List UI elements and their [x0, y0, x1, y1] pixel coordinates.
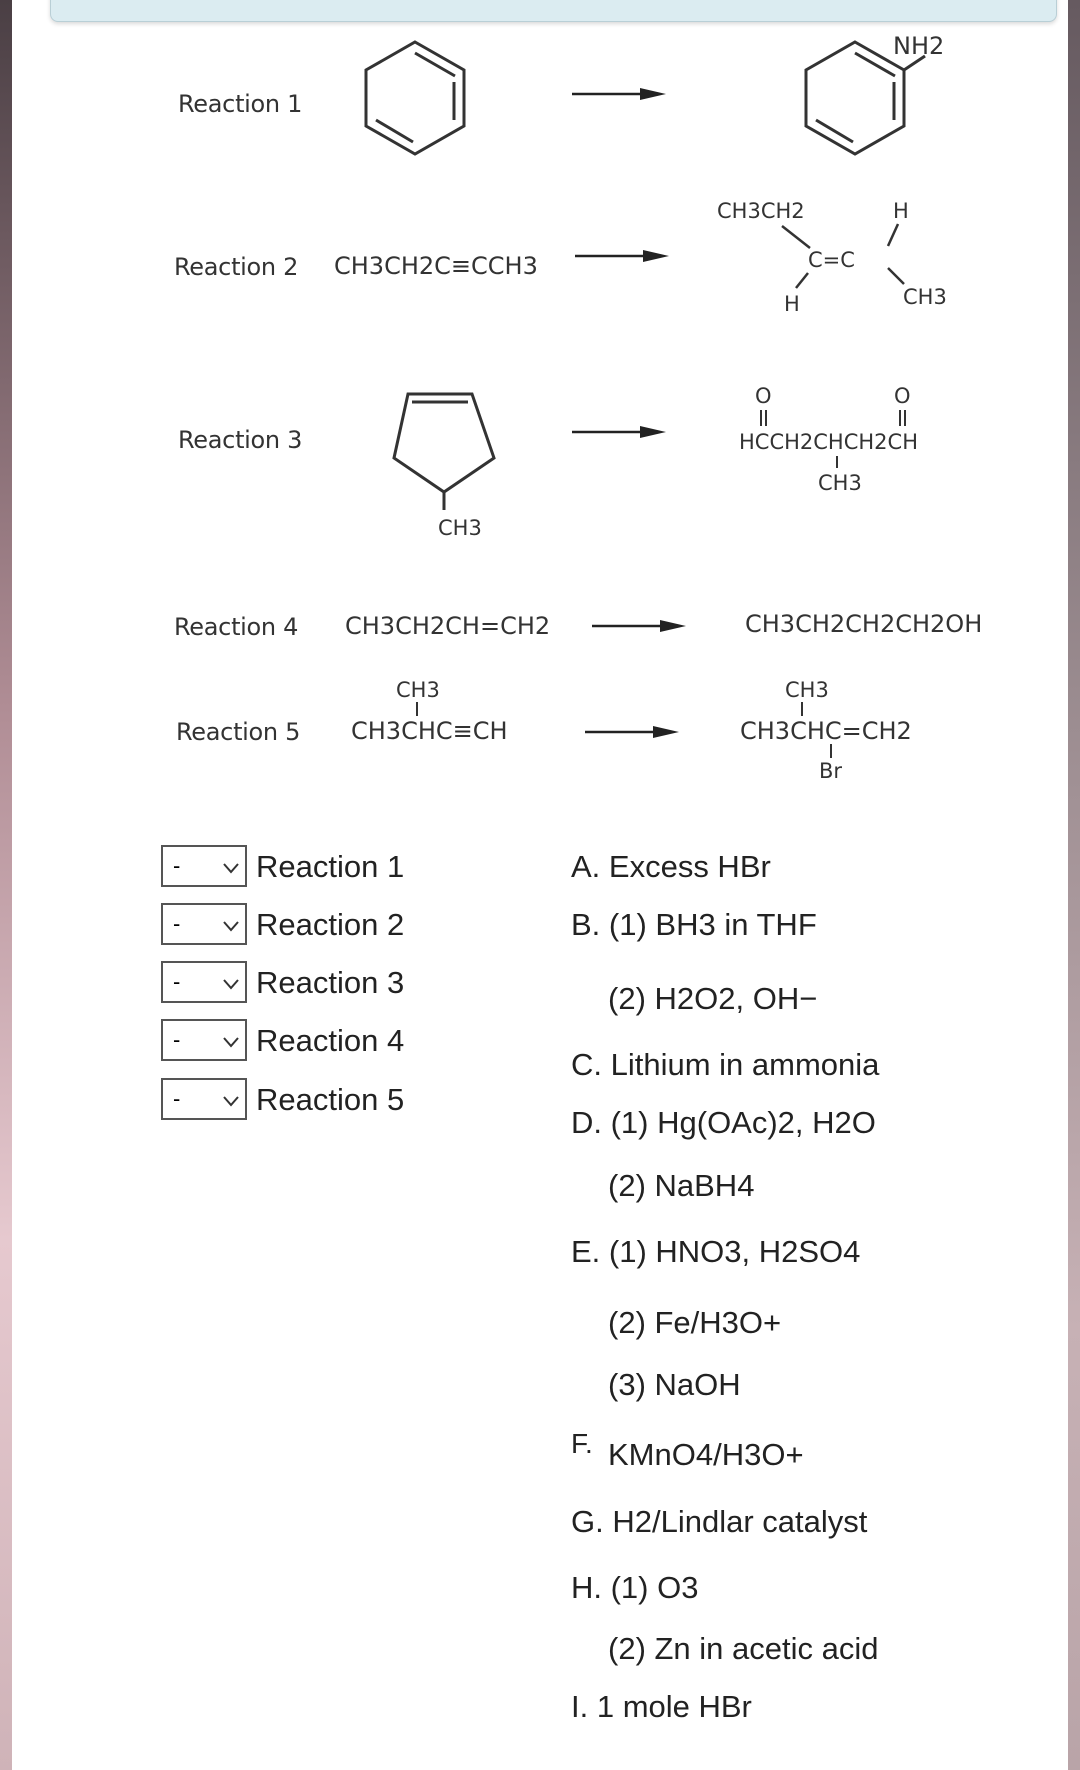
reaction-1-select[interactable]: - — [161, 845, 247, 887]
reaction-2-product-methyl: CH3 — [903, 285, 947, 309]
reaction-1-select-label: Reaction 1 — [256, 849, 405, 884]
reaction-2-arrow — [573, 246, 673, 266]
reaction-3-arrow — [570, 422, 670, 442]
reaction-2-product-h-bottom: H — [784, 292, 800, 316]
amine-group: NH2 — [893, 32, 945, 60]
option-e1: E. (1) HNO3, H2SO4 — [571, 1234, 861, 1269]
option-e2: (2) Fe/H3O+ — [608, 1305, 782, 1340]
reaction-4-arrow — [590, 616, 690, 636]
option-e3: (3) NaOH — [608, 1367, 741, 1402]
chevron-down-icon — [221, 974, 241, 994]
reaction-5-product-bromine: Br — [819, 759, 843, 783]
reaction-5-reactant-chain: CH3CHC≡CH — [351, 717, 508, 745]
chevron-down-icon — [221, 1091, 241, 1111]
reaction-2-product-ethyl: CH3CH2 — [717, 199, 805, 223]
reaction-4-select[interactable]: - — [161, 1019, 247, 1061]
option-f-letter: F. — [571, 1428, 593, 1459]
reaction-2-reactant: CH3CH2C≡CCH3 — [334, 252, 538, 280]
background-left — [0, 0, 12, 1770]
reaction-2-select[interactable]: - — [161, 903, 247, 945]
reaction-3-product-chain: HCCH2CHCH2CH — [739, 430, 918, 454]
reaction-5-product-branch: CH3 — [785, 678, 829, 702]
reaction-5-label: Reaction 5 — [176, 718, 301, 746]
option-b2: (2) H2O2, OH− — [608, 981, 818, 1016]
reaction-5-reactant-bond — [412, 700, 422, 720]
reaction-3-product-oxygen-left: O — [755, 384, 772, 408]
reaction-3-product-branch: CH3 — [818, 471, 862, 495]
reaction-2-product-bonds — [760, 218, 910, 298]
reaction-3-label: Reaction 3 — [178, 426, 303, 454]
chevron-down-icon — [221, 1032, 241, 1052]
background-right — [1068, 0, 1080, 1770]
reaction-3-select-label: Reaction 3 — [256, 965, 405, 1000]
reaction-2-product-double-bond: C=C — [808, 248, 855, 272]
chevron-down-icon — [221, 916, 241, 936]
option-f: KMnO4/H3O+ — [608, 1437, 804, 1472]
reaction-2-product-h-top: H — [893, 199, 909, 223]
chevron-down-icon — [221, 858, 241, 878]
option-h2: (2) Zn in acetic acid — [608, 1631, 879, 1666]
reaction-5-select[interactable]: - — [161, 1078, 247, 1120]
reaction-4-reactant: CH3CH2CH=CH2 — [345, 612, 551, 640]
reaction-2-label: Reaction 2 — [174, 253, 299, 281]
option-g: G. H2/Lindlar catalyst — [571, 1504, 868, 1539]
reaction-5-product-chain: CH3CHC=CH2 — [740, 717, 912, 745]
top-bar — [50, 0, 1057, 22]
reaction-3-substituent: CH3 — [438, 516, 482, 540]
reaction-2-select-label: Reaction 2 — [256, 907, 405, 942]
methylcyclopentene-structure — [390, 388, 500, 518]
option-d1: D. (1) Hg(OAc)2, H2O — [571, 1105, 876, 1140]
reaction-3-product-oxygen-right: O — [894, 384, 911, 408]
reaction-4-label: Reaction 4 — [174, 613, 299, 641]
option-b1: B. (1) BH3 in THF — [571, 907, 817, 942]
reaction-4-product: CH3CH2CH2CH2OH — [745, 610, 983, 638]
reaction-5-reactant-branch: CH3 — [396, 678, 440, 702]
reaction-5-select-label: Reaction 5 — [256, 1082, 405, 1117]
option-h1: H. (1) O3 — [571, 1570, 699, 1605]
reaction-1-label: Reaction 1 — [178, 90, 303, 118]
option-i: I. 1 mole HBr — [571, 1689, 752, 1724]
reaction-4-select-label: Reaction 4 — [256, 1023, 405, 1058]
option-d2: (2) NaBH4 — [608, 1168, 755, 1203]
benzene-structure — [360, 38, 470, 158]
option-a: A. Excess HBr — [571, 849, 771, 884]
reaction-1-arrow — [570, 84, 670, 104]
reaction-5-arrow — [583, 722, 683, 742]
option-c: C. Lithium in ammonia — [571, 1047, 880, 1082]
reaction-3-select[interactable]: - — [161, 961, 247, 1003]
